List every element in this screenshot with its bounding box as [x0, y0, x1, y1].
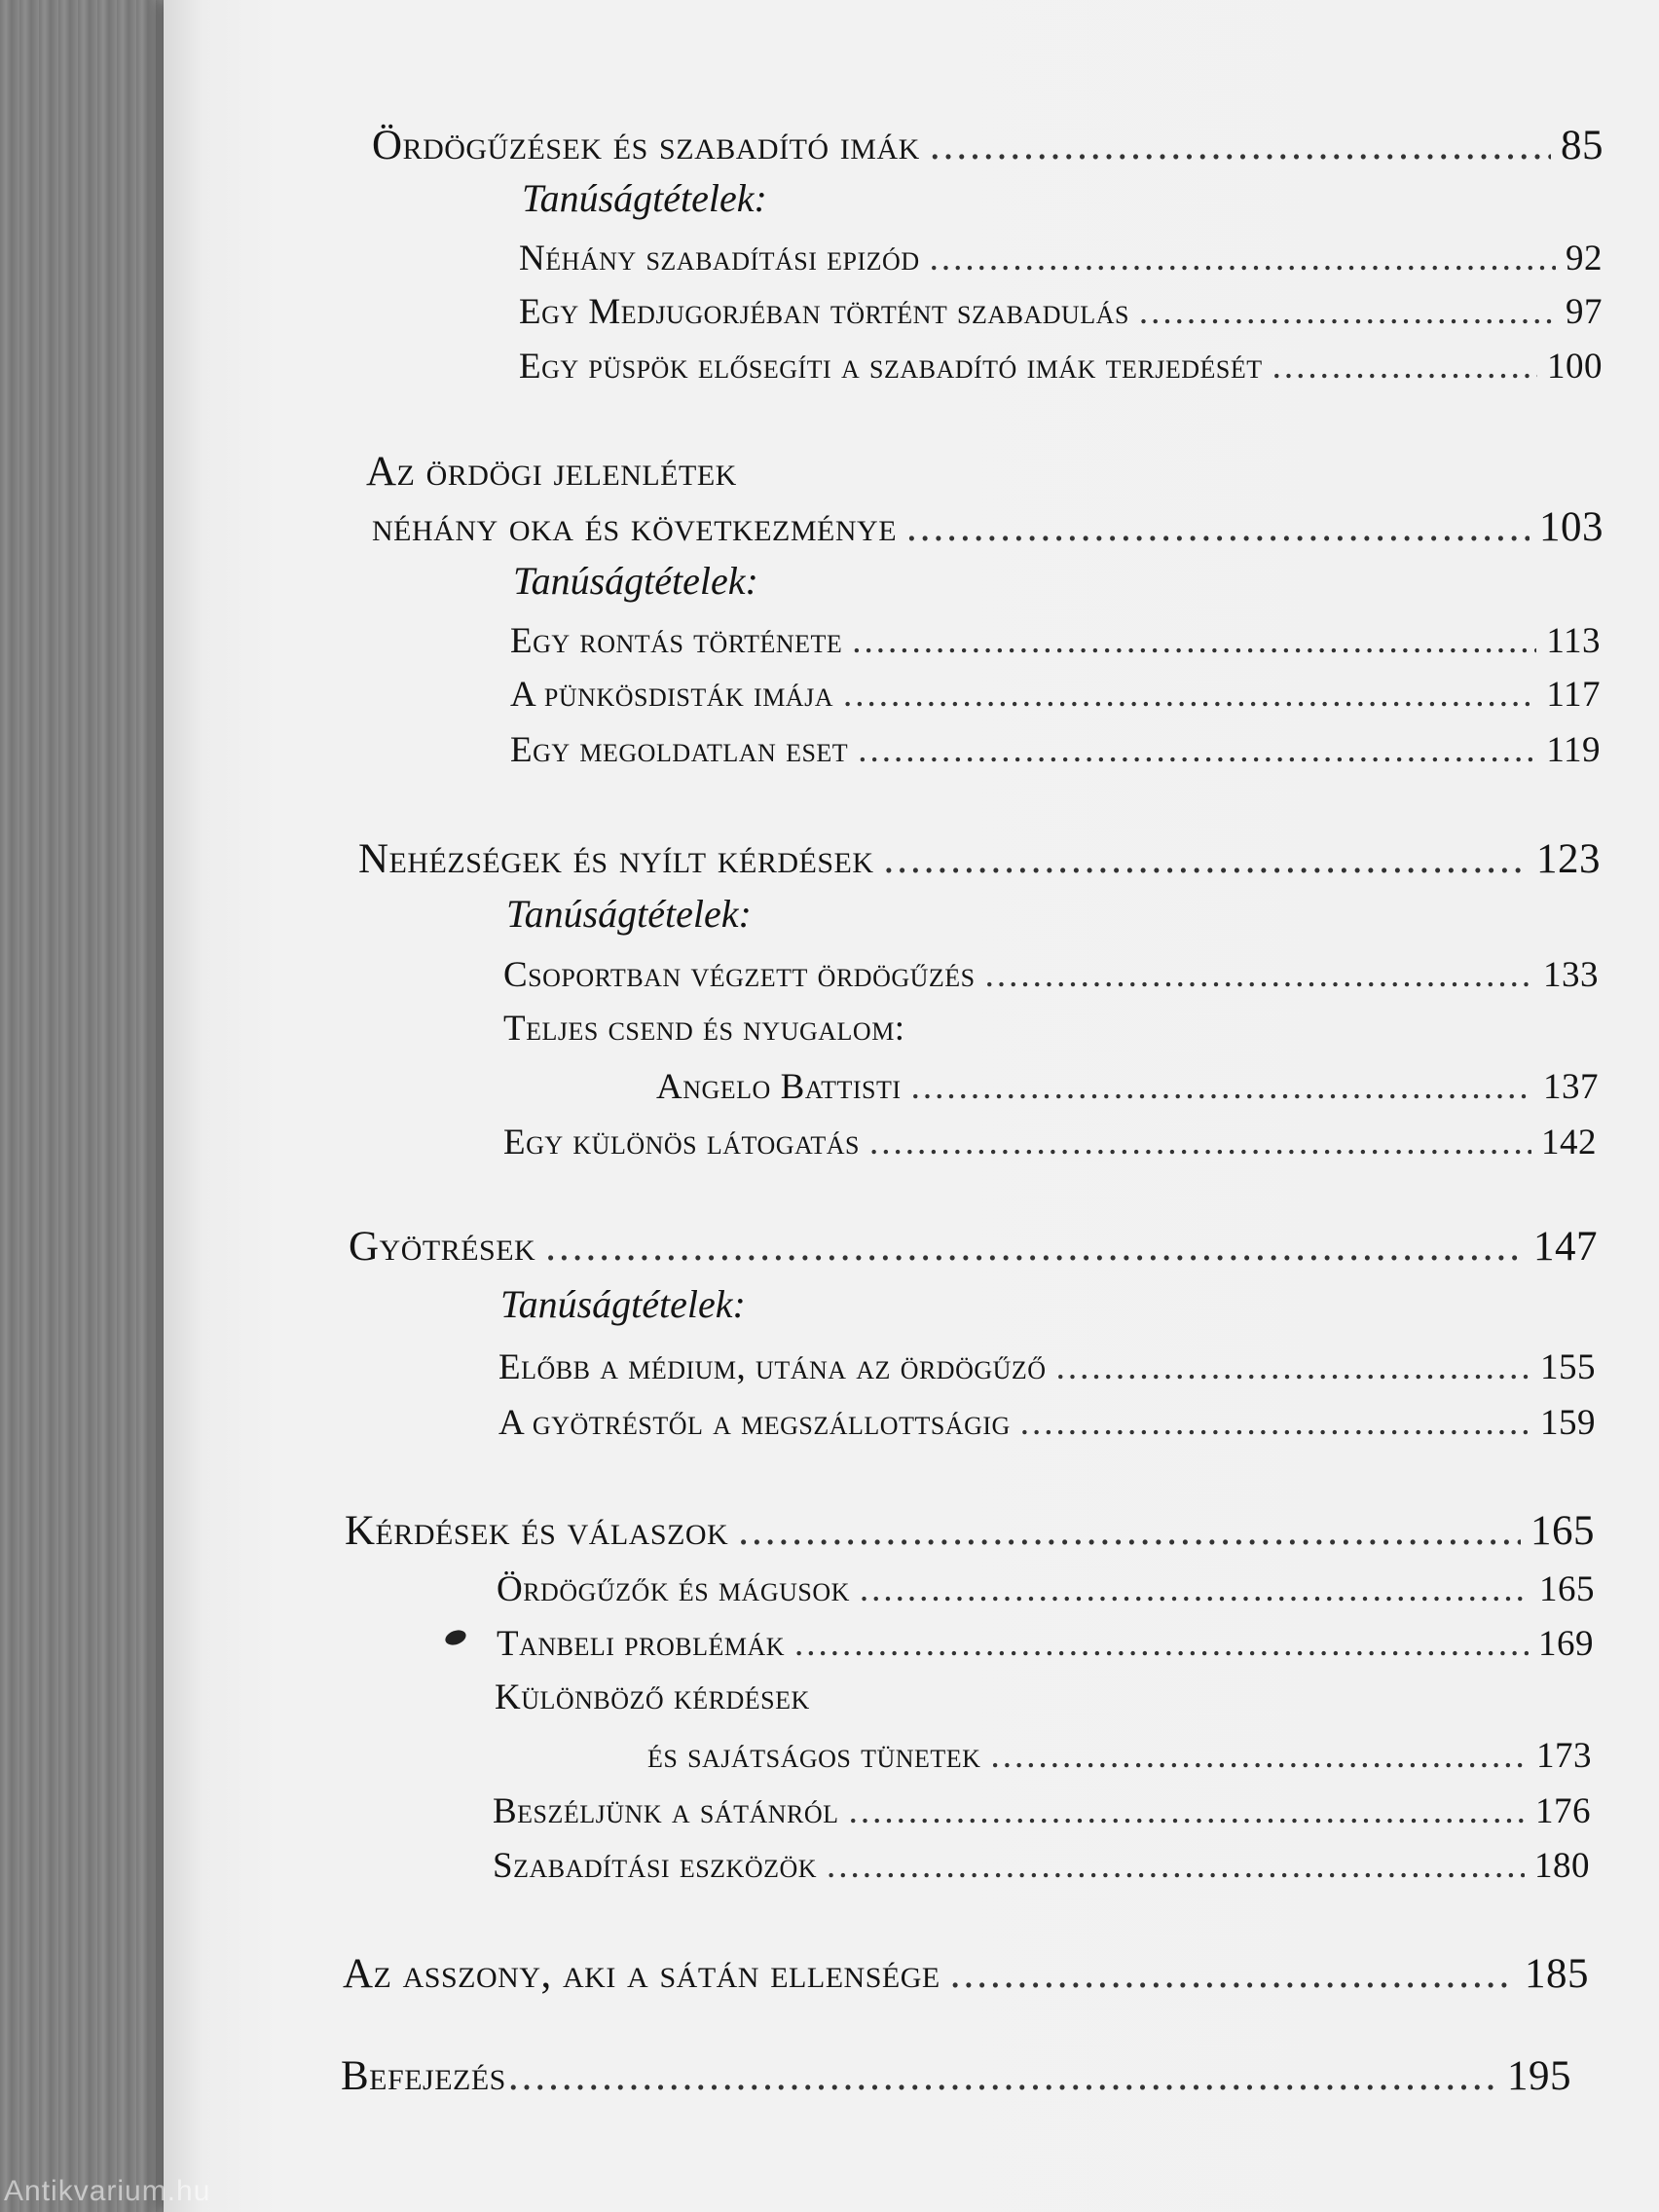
leader-dots: [911, 1066, 1533, 1108]
subentry-title: Egy püspök elősegíti a szabadító imák terjedését: [519, 347, 1263, 387]
section-title: Gyötrések: [349, 1224, 536, 1270]
subentry-title: Egy Medjugorjéban történt szabadulás: [519, 292, 1129, 332]
page-number: 147: [1533, 1224, 1598, 1270]
watermark-text: Antikvarium.hu: [4, 2175, 211, 2207]
page-number: 173: [1536, 1736, 1592, 1776]
section-title: Befejezés: [341, 2053, 506, 2099]
leader-dots: [884, 835, 1527, 883]
toc-subentry: [497, 1623, 1594, 1665]
leader-dots: [858, 729, 1536, 771]
section-title: Ördögűzések és szabadító imák: [372, 123, 920, 168]
toc-entry: [341, 2052, 1571, 2100]
toc-subentry: [498, 1402, 1596, 1444]
toc-subentry: [493, 1790, 1591, 1832]
toc-entry: [343, 1950, 1589, 1998]
page-number: 185: [1525, 1951, 1589, 1997]
leader-dots: [852, 620, 1536, 662]
leader-dots: [794, 1623, 1529, 1665]
toc-entry: [358, 835, 1601, 883]
subentry-title: Néhány szabadítási epizód: [519, 239, 920, 278]
toc-subentry: [647, 1735, 1592, 1777]
page-number: 92: [1566, 239, 1603, 278]
subentry-title: Előbb a médium, utána az ördögűző: [498, 1347, 1047, 1387]
leader-dots: [545, 1223, 1524, 1271]
toc-subentry: [503, 1122, 1597, 1163]
page-number: 113: [1546, 621, 1601, 661]
leader-dots: [1056, 1346, 1530, 1388]
leader-dots: [869, 1122, 1531, 1163]
toc-subentry: [510, 674, 1601, 716]
page-number: 103: [1539, 504, 1604, 550]
subentry-title: A pünkösdisták imája: [510, 675, 833, 715]
toc-subentry: [519, 291, 1603, 333]
toc-subentry: [656, 1066, 1599, 1108]
subentry-title: Egy rontás története: [510, 621, 843, 661]
leader-dots: [950, 1950, 1515, 1998]
subentry-title: és sajátságos tünetek: [647, 1736, 981, 1776]
leader-dots: [860, 1568, 1530, 1610]
leader-dots: [930, 238, 1556, 279]
leader-dots: [906, 503, 1530, 551]
page-number: 117: [1546, 675, 1601, 715]
subentry-title: Szabadítási eszközök: [493, 1846, 818, 1886]
page-number: 85: [1561, 123, 1604, 168]
testimony-label: Tanúságtételek:: [506, 892, 752, 936]
toc-entry: [345, 1507, 1595, 1555]
subentry-title: Angelo Battisti: [656, 1067, 902, 1107]
section-title-line1: Az ördögi jelenlétek: [366, 449, 737, 495]
toc-subentry: [519, 346, 1603, 387]
leader-dots: [827, 1845, 1525, 1887]
section-title: Nehézségek és nyílt kérdések: [358, 836, 874, 882]
leader-dots: [1020, 1402, 1530, 1444]
page-number: 159: [1540, 1403, 1596, 1443]
toc-subentry: [510, 729, 1601, 771]
page-number: 119: [1546, 730, 1601, 770]
page-number: 133: [1543, 955, 1599, 995]
testimony-label: Tanúságtételek:: [522, 176, 767, 220]
toc-subentry: [503, 954, 1599, 996]
toc-subentry: [497, 1568, 1595, 1610]
page-number: 195: [1507, 2053, 1571, 2099]
subentry-title: Egy megoldatlan eset: [510, 730, 849, 770]
subentry-title: Egy különös látogatás: [503, 1123, 861, 1162]
leader-dots: [843, 674, 1536, 716]
page-number: 165: [1539, 1569, 1595, 1609]
section-title: Az asszony, aki a sátán ellensége: [343, 1951, 940, 1997]
toc-subentry: [510, 620, 1601, 662]
ink-mark-bullet: [443, 1628, 467, 1648]
subentry-title-line1: Teljes csend és nyugalom:: [503, 1009, 905, 1049]
testimony-label: Tanúságtételek:: [513, 559, 758, 603]
page-number: 180: [1534, 1846, 1590, 1886]
leader-dots: [738, 1507, 1521, 1555]
page-number: 142: [1541, 1123, 1597, 1162]
page-number: 123: [1536, 836, 1601, 882]
page-number: 165: [1530, 1508, 1595, 1554]
toc-entry: [349, 1223, 1598, 1271]
subentry-title: Tanbeli problémák: [497, 1624, 786, 1664]
section-title: Kérdések és válaszok: [345, 1508, 729, 1554]
subentry-title: A gyötréstől a megszállottságig: [498, 1403, 1011, 1443]
subentry-title-line1: Különböző kérdések: [495, 1677, 810, 1717]
leader-dots: [1139, 291, 1556, 333]
leader-dots: [1272, 346, 1537, 387]
page-number: 97: [1566, 292, 1603, 332]
toc-subentry: [493, 1845, 1590, 1887]
toc-subentry: [498, 1346, 1596, 1388]
toc-entry: [372, 122, 1604, 169]
page-number: 176: [1535, 1791, 1591, 1831]
page-number: 137: [1543, 1067, 1599, 1107]
leader-dots: [985, 954, 1533, 996]
subentry-title: Beszéljünk a sátánról: [493, 1791, 839, 1831]
subentry-title: Ördögűzők és mágusok: [497, 1569, 850, 1609]
toc-entry: [372, 503, 1604, 551]
leader-dots: [849, 1790, 1526, 1832]
section-title: néhány oka és következménye: [372, 504, 898, 550]
testimony-label: Tanúságtételek:: [500, 1282, 746, 1326]
subentry-title: Csoportban végzett ördögűzés: [503, 955, 976, 995]
leader-dots: [930, 122, 1551, 169]
leader-dots: [508, 2052, 1497, 2100]
toc-subentry: [519, 238, 1603, 279]
page-number: 100: [1547, 347, 1603, 387]
page-number: 169: [1538, 1624, 1594, 1664]
page-number: 155: [1540, 1347, 1596, 1387]
leader-dots: [990, 1735, 1527, 1777]
